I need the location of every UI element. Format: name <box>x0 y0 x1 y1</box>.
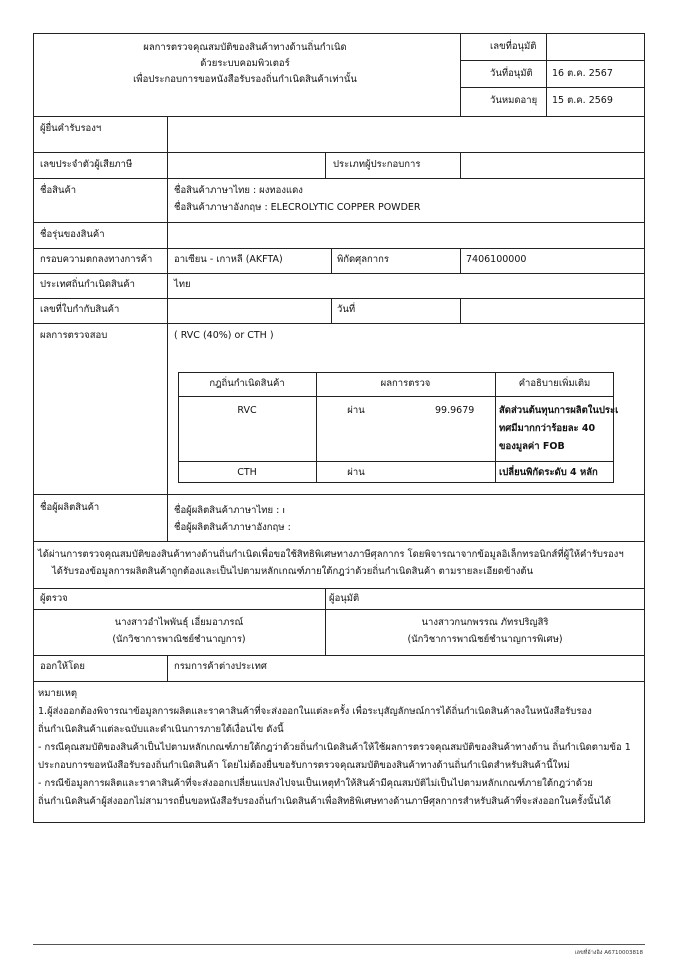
result-row-rule: CTH <box>237 467 257 478</box>
remarks-line: ถิ่นกำเนิดสินค้าแต่ละฉบับและดำเนินการภายใต้เงื่อนไข ดังนี้ <box>38 724 284 735</box>
approval-no-label: เลขที่อนุมัติ <box>490 41 537 52</box>
inspector-label: ผู้ตรวจ <box>40 593 68 604</box>
cell-divider <box>460 248 461 273</box>
label-divider <box>167 494 168 541</box>
product-name-en: ชื่อสินค้าภาษาอังกฤษ : ELECROLYTIC COPPER POWDER <box>174 202 421 213</box>
result-row-note: ของมูลค่า FOB <box>499 441 565 452</box>
approval-date-value: 16 ต.ค. 2567 <box>552 68 613 79</box>
origin-country-label: ประเทศถิ่นกำเนิดสินค้า <box>40 279 135 290</box>
remarks-line: ประกอบการขอหนังสือรับรองถิ่นกำเนิดสินค้า โดยไม่ต้องยื่นขอรับการตรวจคุณสมบัติของสินค้าทางด้านถิ่นกำเนิดสำหรับสินค้านี้ใหม่ <box>38 760 570 771</box>
approver-label: ผู้อนุมัติ <box>329 593 360 604</box>
result-row-note: เปลี่ยนพิกัดระดับ 4 หลัก <box>499 467 598 478</box>
result-table-rule <box>178 461 614 462</box>
approver-title: (นักวิชาการพาณิชย์ชำนาญการพิเศษ) <box>407 634 563 645</box>
label-divider <box>167 655 168 681</box>
row-rule <box>33 248 645 249</box>
row-rule <box>33 222 645 223</box>
row-rule <box>33 655 645 656</box>
manufacturer-name-th: ชื่อผู้ผลิตสินค้าภาษาไทย : ו <box>174 505 285 516</box>
product-label: ชื่อสินค้า <box>40 185 77 196</box>
issuer-label: ออกให้โดย <box>40 661 85 672</box>
origin-country-value: ไทย <box>174 279 191 290</box>
manufacturer-name-en: ชื่อผู้ผลิตสินค้าภาษาอังกฤษ : <box>174 522 291 533</box>
result-header-rule: กฎถิ่นกำเนิดสินค้า <box>209 378 285 389</box>
cell-divider <box>331 298 332 323</box>
manufacturer-label: ชื่อผู้ผลิตสินค้า <box>40 502 100 513</box>
row-rule <box>33 273 645 274</box>
result-row-note: ทศมีมากกว่าร้อยละ 40 <box>499 423 596 434</box>
product-name-th: ชื่อสินค้าภาษาไทย : ผงทองแดง <box>174 185 303 196</box>
expiry-value: 15 ต.ค. 2569 <box>552 95 613 106</box>
label-divider <box>167 116 168 494</box>
hs-code-label: พิกัดศุลกากร <box>337 254 389 265</box>
result-row-value: 99.9679 <box>435 405 475 416</box>
trade-agreement-label: กรอบความตกลงทางการค้า <box>40 254 153 265</box>
doc-title-line-2: ด้วยระบบคอมพิวเตอร์ <box>200 58 290 69</box>
row-rule <box>33 116 645 117</box>
row-rule <box>33 681 645 682</box>
remarks-line: ถิ่นกำเนิดสินค้าผู้ส่งออกไม่สามารถยื่นขอหนังสือรับรองถิ่นกำเนิดสินค้าเพื่อสิทธิพิเศษทางด้านภาษีศุลกากรสำหรับสินค้าที่จะส่งออกในครั้งนั้นได้ <box>38 796 611 807</box>
remarks-line: - กรณีข้อมูลการผลิตและราคาสินค้าที่จะส่งออกเปลี่ยนแปลงไปจนเป็นเหตุทำให้สินค้ามีคุณสมบัติไม่เป็นไปตามหลักเกณฑ์ภายใต้กฎว่าด้วย <box>38 778 593 789</box>
result-header-note: คำอธิบายเพิ่มเติม <box>518 378 591 389</box>
doc-title-line-1: ผลการตรวจคุณสมบัติของสินค้าทางด้านถิ่นกำเนิด <box>143 42 347 53</box>
inspector-title: (นักวิชาการพาณิชย์ชำนาญการ) <box>112 634 246 645</box>
header-divider <box>460 33 461 116</box>
tax-id-label: เลขประจำตัวผู้เสียภาษี <box>40 159 133 170</box>
hs-code-value: 7406100000 <box>466 254 527 265</box>
expiry-label: วันหมดอายุ <box>490 95 538 106</box>
date-label: วันที่ <box>337 304 356 315</box>
result-row-status: ผ่าน <box>347 467 365 478</box>
header-rule <box>460 87 645 88</box>
trade-agreement-value: อาเซียน - เกาหลี (AKFTA) <box>174 254 283 265</box>
cell-divider <box>331 248 332 273</box>
cell-divider <box>460 152 461 178</box>
remarks-line: 1.ผู้ส่งออกต้องพิจารณาข้อมูลการผลิตและราคาสินค้าที่จะส่งออกในแต่ละครั้ง เพื่อระบุสัญลักษณ์การได้ถิ่นกำเนิดสินค้าลงในหนังสือรับรอง <box>38 706 592 717</box>
invoice-no-label: เลขที่ใบกำกับสินค้า <box>40 304 120 315</box>
row-rule <box>33 323 645 324</box>
header-divider <box>546 33 547 116</box>
row-rule <box>33 152 645 153</box>
row-rule <box>33 178 645 179</box>
doc-title-line-3: เพื่อประกอบการขอหนังสือรับรองถิ่นกำเนิดสินค้าเท่านั้น <box>133 74 357 85</box>
header-rule <box>460 60 645 61</box>
result-row-rule: RVC <box>237 405 257 416</box>
approver-name: นางสาวกนกพรรณ ภัทรปริญสิริ <box>421 617 549 628</box>
result-label: ผลการตรวจสอบ <box>40 330 108 341</box>
footer-rule <box>33 944 645 945</box>
cell-divider <box>325 152 326 178</box>
statement-line-2: ได้รับรองข้อมูลการผลิตสินค้าถูกต้องและเป็นไปตามหลักเกณฑ์ภายใต้กฎว่าด้วยถิ่นกำเนิดสินค้า ตามรายละเอียดข้างต้น <box>52 566 534 577</box>
business-type-label: ประเภทผู้ประกอบการ <box>333 159 421 170</box>
inspector-name: นางสาวอำไพพันธุ์ เอี่ยมอาภรณ์ <box>114 617 244 628</box>
model-label: ชื่อรุ่นของสินค้า <box>40 229 105 240</box>
approval-date-label: วันที่อนุมัติ <box>490 68 533 79</box>
result-rule: ( RVC (40%) or CTH ) <box>174 330 274 341</box>
reference-number: เลขที่อ้างอิง A6710003818 <box>574 950 643 956</box>
result-header-result: ผลการตรวจ <box>380 378 431 389</box>
issuer-value: กรมการค้าต่างประเทศ <box>174 661 267 672</box>
remarks-line: - กรณีคุณสมบัติของสินค้าเป็นไปตามหลักเกณฑ์ภายใต้กฎว่าด้วยถิ่นกำเนิดสินค้าให้ใช้ผลการตรวจคุณสมบัติของสินค้าทางด้าน ถิ่นกำเนิดตามข้อ 1 <box>38 742 631 753</box>
result-row-note: สัดส่วนต้นทุนการผลิตในประเ <box>499 405 619 416</box>
row-rule <box>33 609 645 610</box>
applicant-label: ผู้ยื่นคำรับรองฯ <box>40 123 102 134</box>
statement-line-1: ได้ผ่านการตรวจคุณสมบัติของสินค้าทางด้านถิ่นกำเนิดเพื่อขอใช้สิทธิพิเศษทางภาษีศุลกากร โดยพิจารณาจากข้อมูลอิเล็กทรอนิกส์ที่ผู้ให้คำรับรองฯ <box>38 549 624 560</box>
row-rule <box>33 541 645 542</box>
row-rule <box>33 588 645 589</box>
cell-divider <box>460 298 461 323</box>
remarks-title: หมายเหตุ <box>38 688 78 699</box>
result-row-status: ผ่าน <box>347 405 365 416</box>
row-rule <box>33 298 645 299</box>
result-table-rule <box>178 396 614 397</box>
row-rule <box>33 494 645 495</box>
